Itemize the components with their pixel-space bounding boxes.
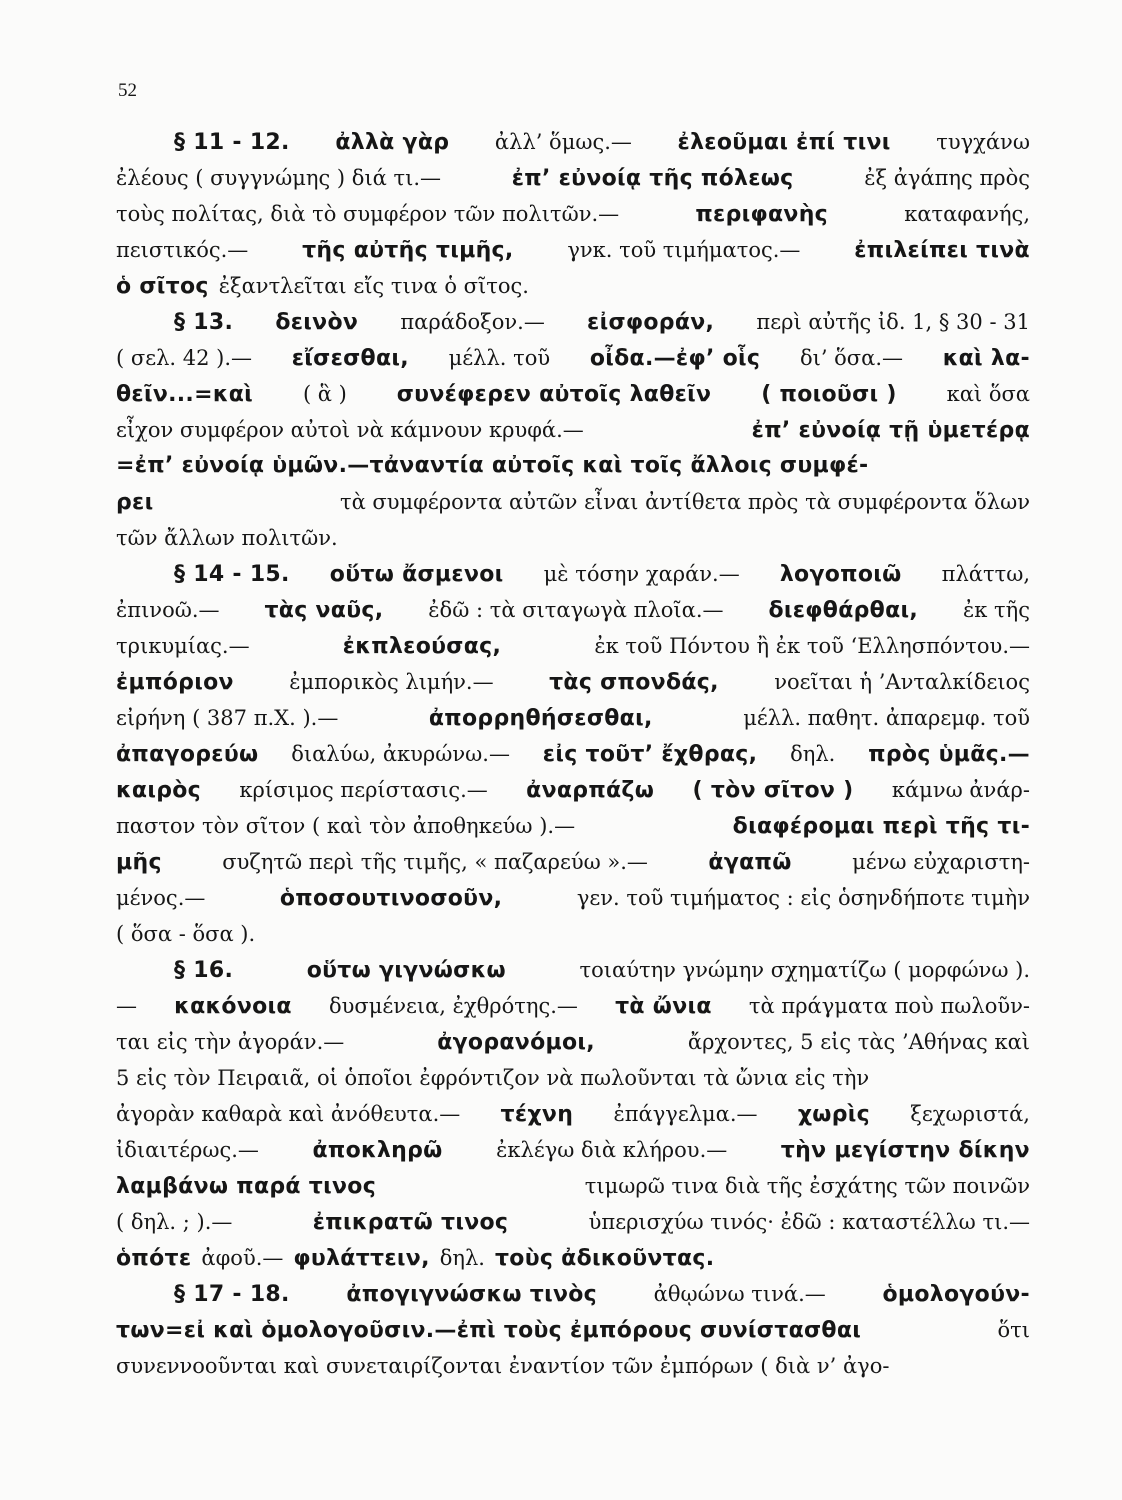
- lemma-term: ἀγαπῶ: [708, 850, 792, 875]
- gloss-text: τυγχάνω: [936, 130, 1030, 154]
- gloss-text: δηλ.: [790, 742, 836, 766]
- gloss-text: τοὺς πολίτας, διὰ τὸ συμφέρον τῶν πολιτῶν.—: [116, 202, 620, 226]
- lemma-term: ὁ σῖτος: [116, 274, 209, 299]
- text-line: [116, 844, 1030, 880]
- text-line: [116, 1024, 1030, 1060]
- text-line: [116, 916, 1030, 952]
- lemma-term: οὕτω γιγνώσκω: [306, 958, 506, 983]
- lemma-term: ἀπογιγνώσκω τινὸς: [346, 1282, 598, 1307]
- text-line: [116, 304, 1030, 340]
- gloss-text: ( δηλ. ; ).—: [116, 1210, 233, 1234]
- gloss-text: ( σελ. 42 ).—: [116, 346, 253, 370]
- gloss-text: —: [116, 994, 137, 1018]
- gloss-text: μέλλ. παθητ. ἀπαρεμφ. τοῦ: [743, 706, 1030, 730]
- lemma-term: των=εἰ καὶ ὁμολογοῦσιν.—ἐπὶ τοὺς ἐμπόρους συνίστασθαι: [116, 1318, 862, 1343]
- text-line: [116, 556, 1030, 592]
- gloss-text: μένος.—: [116, 886, 206, 910]
- gloss-text: ἐμπορικὸς λιμήν.—: [289, 670, 494, 694]
- gloss-text: πλάττω,: [941, 562, 1030, 586]
- lemma-term: πρὸς ὑμᾶς.—: [868, 742, 1030, 767]
- lemma-term: ( τὸν σῖτον ): [692, 778, 854, 803]
- lemma-term: συνέφερεν αὐτοῖς λαθεῖν: [396, 382, 712, 407]
- text-line: [116, 664, 1030, 700]
- gloss-text: δι’ ὅσα.—: [799, 346, 903, 370]
- gloss-text: κρίσιμος περίστασις.—: [239, 778, 488, 802]
- text-line: [116, 1060, 1030, 1096]
- lemma-term: εἴσεσθαι,: [291, 346, 409, 371]
- gloss-text: παράδοξον.—: [400, 310, 545, 334]
- gloss-text: ἐπινοῶ.—: [116, 598, 220, 622]
- gloss-text: περὶ αὐτῆς ἰδ. 1, § 30 - 31: [756, 310, 1030, 334]
- gloss-text: συζητῶ περὶ τῆς τιμῆς, « παζαρεύω ».—: [222, 850, 648, 874]
- gloss-text: ἐπάγγελμα.—: [613, 1102, 758, 1126]
- gloss-text: πειστικός.—: [116, 238, 249, 262]
- lemma-term: μῆς: [116, 850, 162, 875]
- text-line: [116, 412, 1030, 448]
- text-line: [116, 700, 1030, 736]
- gloss-text: εἰρήνη ( 387 π.Χ. ).—: [116, 706, 339, 730]
- lemma-term: καὶ λα-: [942, 346, 1030, 371]
- lemma-term: =ἐπ’ εὐνοίᾳ ὑμῶν.—τἀναντία αὐτοῖς καὶ τοῖς ἄλλοις συμφέ-: [116, 453, 869, 478]
- lemma-term: ἀπορρηθήσεσθαι,: [428, 706, 653, 731]
- text-line: [116, 520, 1030, 556]
- gloss-text: ἐκλέγω διὰ κλήρου.—: [496, 1138, 728, 1162]
- gloss-text: ἐδῶ : τὰ σιταγωγὰ πλοῖα.—: [428, 598, 724, 622]
- text-line: [116, 1276, 1030, 1312]
- gloss-text: ἐκ τοῦ Πόντου ἢ ἐκ τοῦ ‘Ελλησπόντου.—: [594, 634, 1030, 658]
- lemma-term: ἐλεοῦμαι ἐπί τινι: [677, 130, 891, 155]
- lemma-term: ἀποκληρῶ: [312, 1138, 443, 1163]
- gloss-text: ἐξ ἀγάπης πρὸς: [864, 166, 1030, 190]
- text-line: [116, 880, 1030, 916]
- lemma-term: ὁπότε: [116, 1246, 192, 1271]
- gloss-text: κάμνω ἀνάρ-: [891, 778, 1030, 802]
- lemma-term: εἰς τοῦτ’ ἔχθρας,: [542, 742, 758, 767]
- text-line: [116, 1132, 1030, 1168]
- gloss-text: μένω εὐχαριστη-: [852, 850, 1030, 874]
- text-line: [116, 1312, 1030, 1348]
- gloss-text: παστον τὸν σῖτον ( καὶ τὸν ἀποθηκεύω ).—: [116, 814, 576, 838]
- text-line: [116, 592, 1030, 628]
- lemma-term: § 13.: [174, 310, 234, 335]
- gloss-text: ται εἰς τὴν ἀγοράν.—: [116, 1030, 345, 1054]
- lemma-term: ἀγορανόμοι,: [437, 1030, 595, 1055]
- gloss-text: τοιαύτην γνώμην σχηματίζω ( μορφώνω ).: [579, 958, 1030, 982]
- lemma-term: ἐπ’ εὐνοίᾳ τῇ ὑμετέρᾳ: [751, 418, 1030, 443]
- text-line: [116, 484, 1030, 520]
- lemma-term: οἶδα.—ἐφ’ οἷς: [589, 346, 761, 371]
- text-line: [116, 628, 1030, 664]
- lemma-term: ἀλλὰ γὰρ: [335, 130, 450, 155]
- lemma-term: ( ποιοῦσι ): [761, 382, 897, 407]
- text-line: [116, 1168, 1030, 1204]
- lemma-term: ἐκπλεούσας,: [342, 634, 502, 659]
- gloss-text: μέλλ. τοῦ: [448, 346, 551, 370]
- gloss-text: δηλ.: [439, 1246, 485, 1270]
- text-line: [116, 340, 1030, 376]
- lemma-term: ὁμολογούν-: [882, 1282, 1030, 1307]
- gloss-text: τὰ συμφέροντα αὐτῶν εἶναι ἀντίθετα πρὸς τὰ συμφέροντα ὅλων: [339, 490, 1030, 514]
- text-line: [116, 808, 1030, 844]
- gloss-text: ( ὅσα - ὅσα ).: [116, 922, 256, 946]
- gloss-text: ἀλλ’ ὅμως.—: [494, 130, 632, 154]
- lemma-term: τοὺς ἀδικοῦντας.: [494, 1246, 715, 1271]
- lemma-term: θεῖν...=καὶ: [116, 382, 254, 407]
- gloss-text: δυσμένεια, ἐχθρότης.—: [328, 994, 578, 1018]
- lemma-term: διαφέρομαι περὶ τῆς τι-: [732, 814, 1030, 839]
- lemma-term: δεινὸν: [275, 310, 359, 335]
- lemma-term: τὰς ναῦς,: [264, 598, 384, 623]
- lemma-term: ὁποσουτινοσοῦν,: [279, 886, 503, 911]
- gloss-text: ( ἃ ): [302, 382, 347, 406]
- lemma-term: εἰσφοράν,: [587, 310, 715, 335]
- lemma-term: ἐπικρατῶ τινος: [312, 1210, 509, 1235]
- gloss-text: τῶν ἄλλων πολιτῶν.: [116, 526, 338, 550]
- gloss-text: μὲ τόσην χαράν.—: [543, 562, 740, 586]
- gloss-text: ὑπερισχύω τινός· ἐδῶ : καταστέλλω τι.—: [588, 1210, 1030, 1234]
- gloss-text: συνεννοοῦνται καὶ συνεταιρίζονται ἐναντίον τῶν ἐμπόρων ( διὰ ν’ ἀγο-: [116, 1354, 890, 1378]
- text-line: [116, 232, 1030, 268]
- lemma-term: καιρὸς: [116, 778, 202, 803]
- lemma-term: κακόνοια: [174, 994, 292, 1019]
- gloss-text: διαλύω, ἀκυρώνω.—: [291, 742, 510, 766]
- gloss-text: καὶ ὅσα: [946, 382, 1030, 406]
- gloss-text: εἶχον συμφέρον αὐτοὶ νὰ κάμνουν κρυφά.—: [116, 418, 584, 442]
- text-line: [116, 448, 1030, 484]
- lemma-term: χωρὶς: [797, 1102, 870, 1127]
- gloss-text: ξεχωριστά,: [910, 1102, 1030, 1126]
- text-line: [116, 1240, 1030, 1276]
- lemma-term: φυλάττειν,: [293, 1246, 430, 1271]
- lemma-term: ρει: [116, 490, 154, 515]
- lemma-term: τέχνη: [500, 1102, 574, 1127]
- gloss-text: ἀφοῦ.—: [201, 1246, 284, 1270]
- gloss-text: ἀγορὰν καθαρὰ καὶ ἀνόθευτα.—: [116, 1102, 461, 1126]
- gloss-text: 5 εἰς τὸν Πειραιᾶ, οἱ ὁποῖοι ἐφρόντιζον νὰ πωλοῦνται τὰ ὤνια εἰς τὴν: [116, 1066, 870, 1090]
- lemma-term: § 16.: [174, 958, 234, 983]
- text-line: [116, 1204, 1030, 1240]
- gloss-text: γνκ. τοῦ τιμήματος.—: [567, 238, 801, 262]
- text-line: [116, 952, 1030, 988]
- gloss-text: τιμωρῶ τινα διὰ τῆς ἐσχάτης τῶν ποινῶν: [584, 1174, 1030, 1198]
- text-line: [116, 268, 1030, 304]
- lemma-term: τὴν μεγίστην δίκην: [780, 1138, 1030, 1163]
- gloss-text: τρικυμίας.—: [116, 634, 250, 658]
- gloss-text: τὰ πράγματα ποὺ πωλοῦν-: [748, 994, 1030, 1018]
- gloss-text: ὅτι: [997, 1318, 1030, 1342]
- text-line: [116, 160, 1030, 196]
- lemma-term: ἀπαγορεύω: [116, 742, 259, 767]
- lemma-term: § 17 - 18.: [174, 1282, 290, 1307]
- gloss-text: νοεῖται ἡ ’Ανταλκίδειος: [774, 670, 1030, 694]
- text-line: [116, 124, 1030, 160]
- lemma-term: διεφθάρθαι,: [768, 598, 919, 623]
- text-line: [116, 1096, 1030, 1132]
- lemma-term: ἐπ’ εὐνοίᾳ τῆς πόλεως: [511, 166, 794, 191]
- lemma-term: ἐπιλείπει τινὰ: [854, 238, 1030, 263]
- text-line: [116, 736, 1030, 772]
- gloss-text: ἄρχοντες, 5 εἰς τὰς ’Αθήνας καὶ: [687, 1030, 1030, 1054]
- gloss-text: ἐξαντλεῖται εἴς τινα ὁ σῖτος.: [218, 274, 529, 298]
- gloss-text: ἰδιαιτέρως.—: [116, 1138, 259, 1162]
- lemma-term: § 11 - 12.: [174, 130, 290, 155]
- lemma-term: λαμβάνω παρά τινος: [116, 1174, 377, 1199]
- lemma-term: οὕτω ἄσμενοι: [329, 562, 504, 587]
- lemma-term: ἀναρπάζω: [526, 778, 655, 803]
- page-number: 52: [118, 80, 137, 101]
- gloss-text: καταφανής,: [904, 202, 1030, 226]
- lemma-term: τὰς σπονδάς,: [549, 670, 719, 695]
- lemma-term: λογοποιῶ: [779, 562, 902, 587]
- text-line: [116, 772, 1030, 808]
- text-line: [116, 1348, 1030, 1384]
- gloss-text: ἐλέους ( συγγνώμης ) διά τι.—: [116, 166, 442, 190]
- gloss-text: γεν. τοῦ τιμήματος : εἰς ὁσηνδήποτε τιμὴν: [576, 886, 1030, 910]
- text-line: [116, 376, 1030, 412]
- lemma-term: τὰ ὤνια: [615, 994, 712, 1019]
- text-line: [116, 196, 1030, 232]
- lemma-term: ἐμπόριον: [116, 670, 234, 695]
- lemma-term: περιφανὴς: [695, 202, 829, 227]
- lemma-term: § 14 - 15.: [174, 562, 290, 587]
- gloss-text: ἀθῳώνω τινά.—: [653, 1282, 826, 1306]
- text-line: [116, 988, 1030, 1024]
- gloss-text: ἐκ τῆς: [962, 598, 1030, 622]
- commentary-text: [116, 124, 1030, 1384]
- lemma-term: τῆς αὐτῆς τιμῆς,: [302, 238, 514, 263]
